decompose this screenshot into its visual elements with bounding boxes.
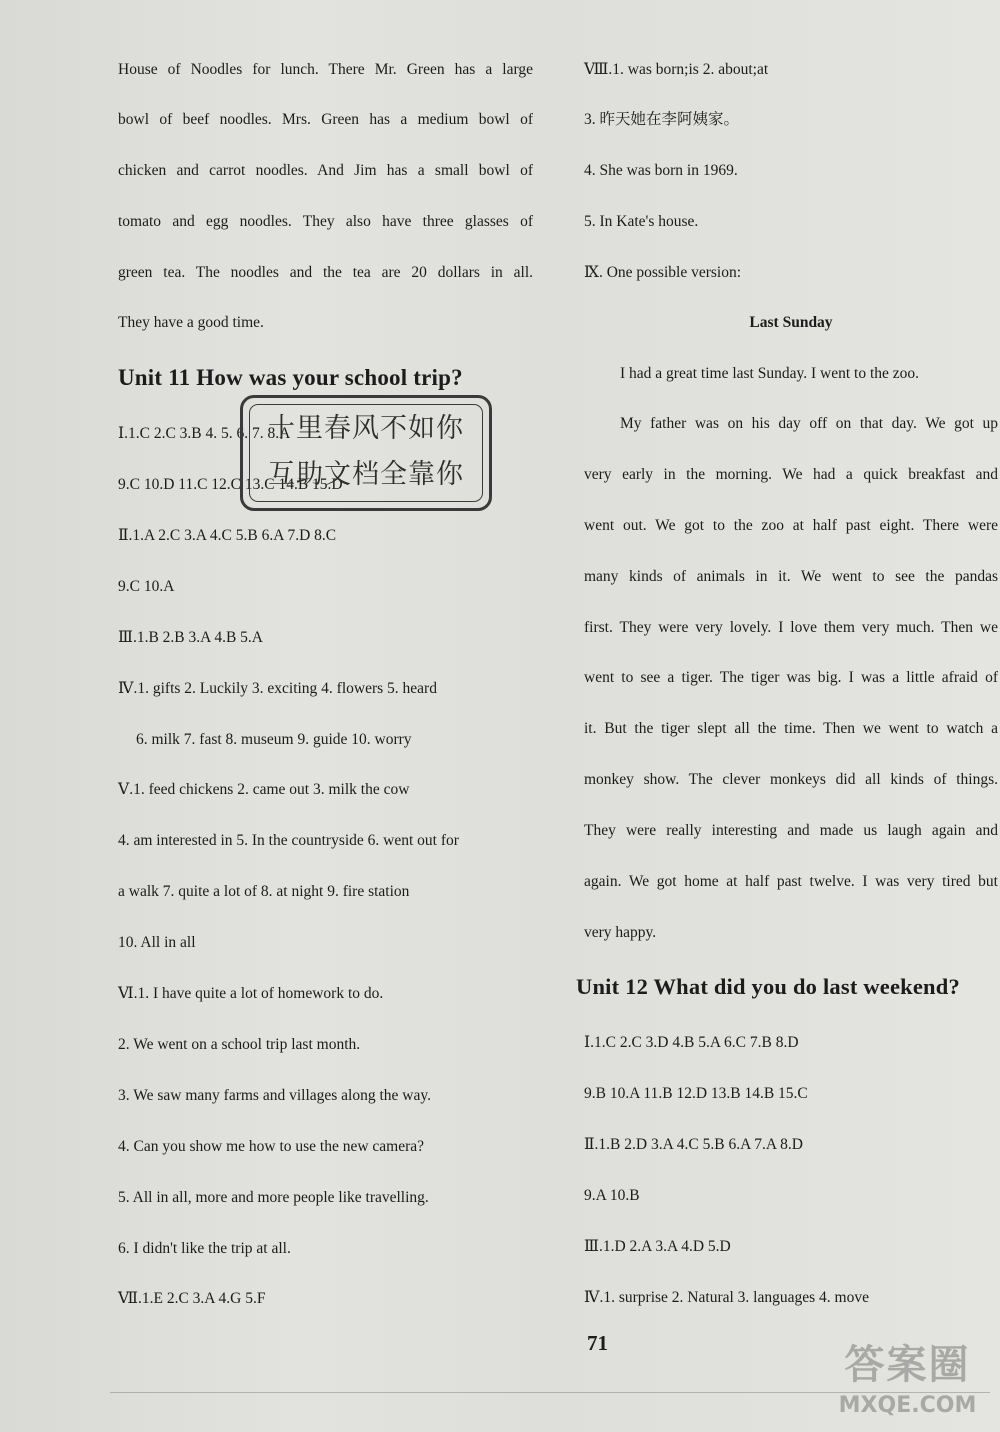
answer-line: 4. She was born in 1969. [584,162,738,179]
essay-line: many kinds of animals in it. We went to see the pandas [584,568,998,585]
page-number: 71 [587,1331,608,1355]
paragraph-line: chicken and carrot noodles. And Jim has a small bowl of [118,162,533,179]
paragraph-line: bowl of beef noodles. Mrs. Green has a medium bowl of [118,111,533,128]
stamp-text-line: 互助文档全靠你 [268,459,464,490]
essay-line: monkey show. The clever monkeys did all kinds of things. [584,771,998,788]
answer-line: 9.B 10.A 11.B 12.D 13.B 14.B 15.C [584,1085,808,1102]
answer-line: 6. milk 7. fast 8. museum 9. guide 10. worry [136,731,412,748]
answer-line: 5. In Kate's house. [584,213,699,230]
answer-line: 3. 昨天她在李阿姨家。 [584,111,740,128]
paragraph-line: House of Noodles for lunch. There Mr. Green has a large [118,61,533,78]
answer-line: 9.A 10.B [584,1187,640,1204]
answer-line: 9.C 10.D 11.C 12.C 13.C 14.B 15.D [118,476,343,493]
answer-line: 3. We saw many farms and villages along the way. [118,1087,431,1104]
answer-line: Ⅲ.1.B 2.B 3.A 4.B 5.A [118,629,263,646]
answer-line: Ⅱ.1.B 2.D 3.A 4.C 5.B 6.A 7.A 8.D [584,1136,803,1153]
essay-line: first. They were very lovely. I love them very much. Then we [584,619,998,636]
essay-title: Last Sunday [749,314,833,331]
paragraph-line: green tea. The noodles and the tea are 20 dollars in all. [118,264,533,281]
essay-line: went out. We got to the zoo at half past eight. There were [584,517,998,534]
answer-line: 9.C 10.A [118,578,175,595]
essay-line: very happy. [584,924,657,941]
watermark-url: MXQE.COM [838,1393,977,1418]
answer-line: Ⅲ.1.D 2.A 3.A 4.D 5.D [584,1238,731,1255]
watermark-text: 答案圈 [844,1342,971,1388]
answer-line: 10. All in all [118,934,196,951]
answer-line: 4. Can you show me how to use the new camera? [118,1138,425,1155]
answer-line: Ⅰ.1.C 2.C 3.B 4. 5. 6. 7. 8.A [118,425,291,442]
answer-line: 2. We went on a school trip last month. [118,1036,361,1053]
answer-line: Ⅵ.1. I have quite a lot of homework to do. [118,985,384,1002]
essay-line: it. But the tiger slept all the time. Then we went to watch a [584,720,998,737]
unit-12-heading: Unit 12 What did you do last weekend? [576,974,960,999]
essay-line: I had a great time last Sunday. I went to the zoo. [620,365,920,382]
answer-line: Ⅳ.1. surprise 2. Natural 3. languages 4. move [584,1289,869,1306]
answer-line: a walk 7. quite a lot of 8. at night 9. fire station [118,883,410,900]
stamp-text-line: 十里春风不如你 [268,413,464,444]
paragraph-line: tomato and egg noodles. They also have three glasses of [118,213,533,230]
stamp [240,395,492,511]
answer-line: Ⅱ.1.A 2.C 3.A 4.C 5.B 6.A 7.D 8.C [118,527,337,544]
answer-line: 5. All in all, more and more people like travelling. [118,1189,429,1206]
essay-line: again. We got home at half past twelve. I was very tired but [584,873,998,890]
answer-line: Ⅴ.1. feed chickens 2. came out 3. milk the cow [118,781,410,798]
watermark-logo [820,1340,995,1428]
bottom-divider [110,1392,990,1393]
answer-line: Ⅶ.1.E 2.C 3.A 4.G 5.F [118,1290,266,1307]
answer-line: Ⅳ.1. gifts 2. Luckily 3. exciting 4. flowers 5. heard [118,680,437,697]
answer-line: Ⅰ.1.C 2.C 3.D 4.B 5.A 6.C 7.B 8.D [584,1034,799,1051]
essay-line: My father was on his day off on that day. We got up [620,415,998,432]
essay-line: They were really interesting and made us laugh again and [584,822,998,839]
answer-line: Ⅷ.1. was born;is 2. about;at [584,61,769,78]
answer-line: Ⅸ. One possible version: [584,264,742,281]
essay-line: very early in the morning. We had a quick breakfast and [584,466,998,483]
answer-line: 6. I didn't like the trip at all. [118,1240,291,1257]
answer-line: 4. am interested in 5. In the countryside 6. went out for [118,832,459,849]
unit-11-heading: Unit 11 How was your school trip? [118,365,463,390]
paragraph-line: They have a good time. [118,314,264,331]
essay-line: went to see a tiger. The tiger was big. I was a little afraid of [584,669,998,686]
